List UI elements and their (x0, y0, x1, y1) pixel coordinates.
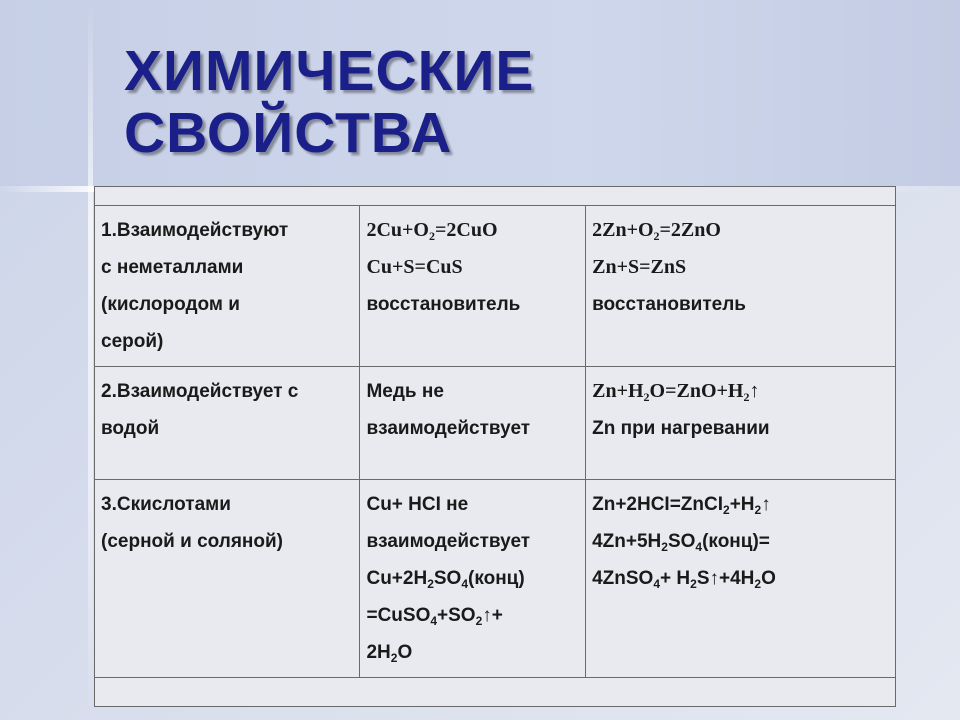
title-line-1: ХИМИЧЕСКИЕ (124, 39, 535, 103)
table-row (95, 206, 896, 367)
zinc-cell (586, 367, 896, 480)
decorative-vertical-stripe (88, 0, 93, 720)
table-row (95, 480, 896, 678)
copper-equation: $=CuSO_4+SO_2↑+$ (366, 605, 503, 628)
property-text: 1.Взаимодействуют (101, 220, 289, 241)
property-text: 2.Взаимодействует с (101, 381, 299, 402)
table-footer-cell (95, 678, 896, 707)
copper-note: взаимодействует (366, 418, 531, 439)
copper-equation: $2Cu+O_2=2CuO$ (366, 219, 498, 243)
zinc-equation: $Zn+H_2O=ZnO+H_2↑$ (592, 380, 760, 404)
copper-equation: $2H_2O$ (366, 642, 413, 665)
properties-table (94, 186, 896, 707)
copper-note: Медь не (366, 381, 444, 402)
copper-equation: $Cu+2H_2SO_4(конц)$ (366, 568, 525, 591)
property-text: серой) (101, 331, 164, 352)
zinc-equation: 4ZnSO$_4$+ $H_2S↑+4H_2O$ (592, 568, 776, 591)
table-header-row (95, 187, 896, 206)
property-text: с неметаллами (101, 257, 244, 278)
property-cell (95, 480, 360, 678)
zinc-equation: $4Zn+5H_2SO_4(конц)=$ (592, 531, 770, 554)
zinc-equation: Zn+S=ZnS (592, 256, 687, 278)
copper-cell (360, 367, 586, 480)
zinc-cell (586, 480, 896, 678)
property-cell (95, 367, 360, 480)
property-text: водой (101, 418, 160, 439)
copper-equation: Cu+S=CuS (366, 256, 463, 278)
zinc-equation: $Zn+2HCI=ZnCI_2+H_2↑$ (592, 494, 771, 517)
copper-equation: Cu+ HCI не (366, 494, 469, 515)
zinc-note: восстановитель (592, 294, 746, 315)
copper-cell (360, 480, 586, 678)
slide-title (124, 40, 534, 164)
table-header-cell (95, 187, 896, 206)
property-text: (серной и соляной) (101, 531, 284, 552)
property-cell (95, 206, 360, 367)
title-line-2: СВОЙСТВА (124, 101, 453, 165)
zinc-cell (586, 206, 896, 367)
table-row (95, 367, 896, 480)
copper-note: взаимодействует (366, 531, 531, 552)
copper-cell (360, 206, 586, 367)
property-text: 3.Скислотами (101, 494, 231, 515)
zinc-equation: $2Zn+O_2=2ZnO$ (592, 219, 721, 243)
zinc-note: Zn при нагревании (592, 418, 770, 439)
table-footer-row (95, 678, 896, 707)
copper-note: восстановитель (366, 294, 521, 315)
property-text: (кислородом и (101, 294, 240, 315)
